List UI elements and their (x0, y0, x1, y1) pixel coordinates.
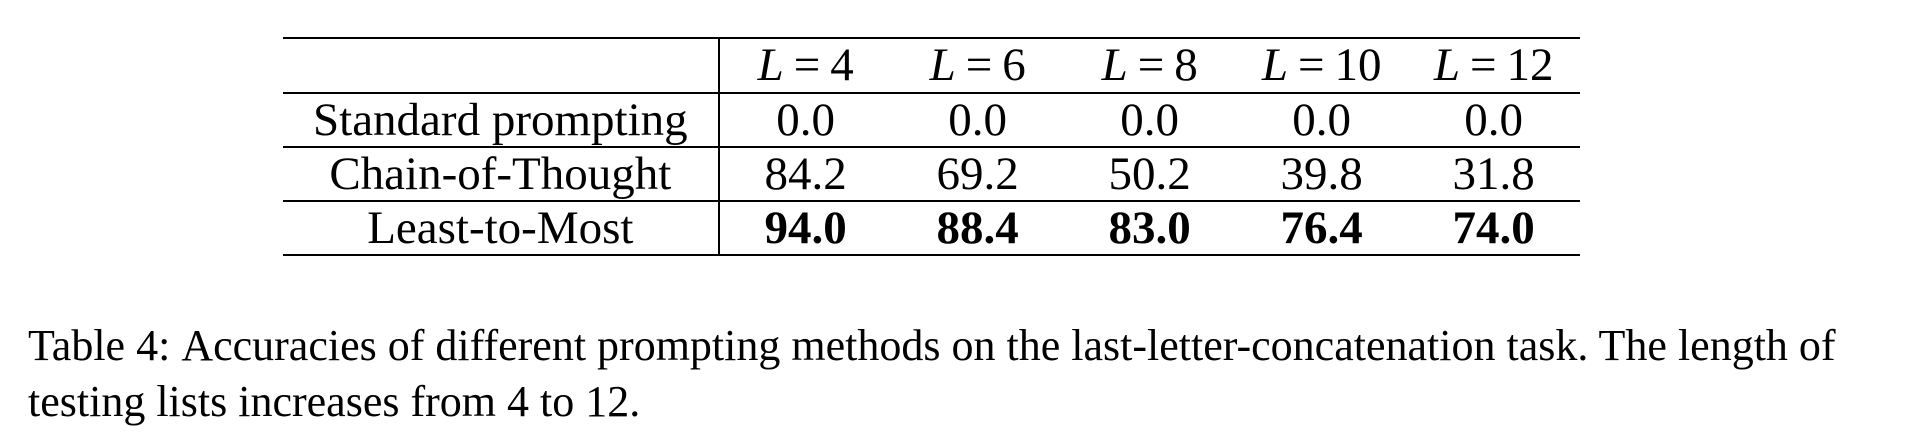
table-caption (28, 318, 1908, 430)
cell-standard-l4: 0.0 (776, 93, 836, 146)
cell-cot-l6: 69.2 (936, 147, 1019, 200)
cell-standard-l8: 0.0 (1120, 93, 1180, 146)
table-row-chain-of-thought (283, 147, 1580, 201)
table-header-row (283, 38, 1580, 93)
cell-cot-l8: 50.2 (1108, 147, 1191, 200)
cell-ltm-l12: 74.0 (1452, 201, 1535, 254)
cell-standard-l6: 0.0 (948, 93, 1008, 146)
cell-standard-l12: 0.0 (1464, 93, 1524, 146)
column-header-l8: L = 8 (1101, 39, 1198, 91)
row-label-least-to-most: Least-to-Most (283, 201, 719, 255)
cell-cot-l10: 39.8 (1280, 147, 1363, 200)
cell-ltm-l10: 76.4 (1280, 201, 1363, 254)
column-header-l6: L = 6 (929, 39, 1026, 91)
cell-cot-l12: 31.8 (1452, 147, 1535, 200)
row-label-standard-prompting: Standard prompting (283, 93, 719, 147)
cell-standard-l10: 0.0 (1292, 93, 1352, 146)
column-header-l10: L = 10 (1261, 39, 1382, 91)
caption-label: Table 4: (28, 321, 171, 370)
table-row-least-to-most (283, 201, 1580, 255)
cell-ltm-l6: 88.4 (936, 201, 1019, 254)
cell-ltm-l8: 83.0 (1108, 201, 1191, 254)
caption-text: Accuracies of different prompting methods on the last-letter-concatenation task. The length of testing lists increases from 4 to 12. (28, 321, 1836, 426)
cell-cot-l4: 84.2 (764, 147, 847, 200)
results-table-container (283, 37, 1580, 256)
table-row-standard-prompting (283, 93, 1580, 147)
cell-ltm-l4: 94.0 (764, 201, 847, 254)
column-header-l4: L = 4 (757, 39, 854, 91)
results-table (283, 37, 1580, 256)
table-corner-cell (283, 38, 719, 93)
row-label-chain-of-thought: Chain-of-Thought (283, 147, 719, 201)
column-header-l12: L = 12 (1433, 39, 1554, 91)
